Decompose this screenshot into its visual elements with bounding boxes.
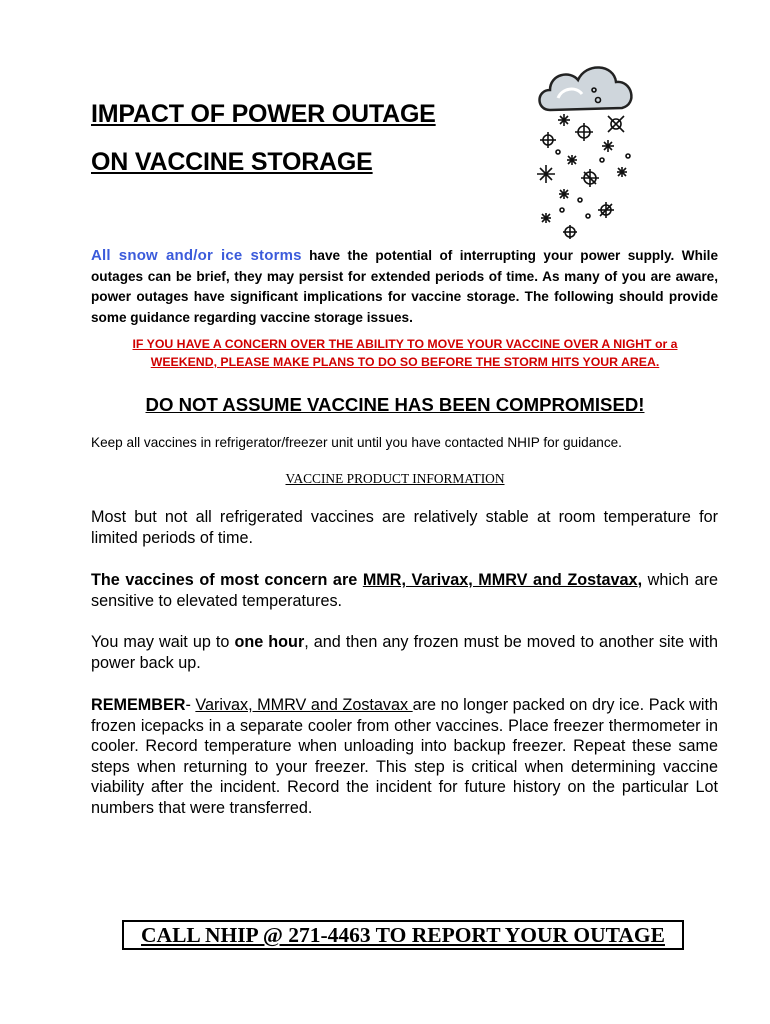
concern-bold: The vaccines of most concern are xyxy=(91,571,363,589)
page-title-line1: IMPACT OF POWER OUTAGE xyxy=(91,100,436,128)
intro-paragraph xyxy=(91,246,718,328)
warning-line2: WEEKEND, PLEASE MAKE PLANS TO DO SO BEFORE THE STORM HITS YOUR AREA. xyxy=(150,355,660,369)
concern-rest: which are sensitive to elevated temperatures. xyxy=(91,571,718,610)
concern-comma: , xyxy=(637,571,643,589)
intro-text: have the potential of interrupting your power supply. While outages can be brief, they may persist for extended periods of time. As many of you are aware, power outages have significant implications for vaccine storage. The following should provide some guidance regarding vaccine storage issues. xyxy=(91,248,719,325)
keep-vaccines-text: Keep all vaccines in refrigerator/freezer unit until you have contacted NHIP for guidance. xyxy=(91,435,622,450)
remember-paragraph xyxy=(91,695,718,819)
page-title-line2: ON VACCINE STORAGE xyxy=(91,148,373,176)
concern-paragraph xyxy=(91,570,718,611)
section-heading: VACCINE PRODUCT INFORMATION xyxy=(285,471,505,486)
remember-label: REMEMBER xyxy=(91,696,186,714)
wait-paragraph xyxy=(91,632,718,673)
wait-start: You may wait up to xyxy=(91,633,235,651)
wait-rest: , and then any frozen must be moved to another site with power back up. xyxy=(91,633,718,672)
do-not-assume-heading: DO NOT ASSUME VACCINE HAS BEEN COMPROMISED! xyxy=(145,394,645,415)
stability-paragraph: Most but not all refrigerated vaccines are relatively stable at room temperature for limited periods of time. xyxy=(91,508,718,547)
wait-bold: one hour xyxy=(234,633,305,651)
storm-highlight: All snow and/or ice storms xyxy=(91,247,302,264)
remember-vaccines: Varivax, MMRV and Zostavax xyxy=(195,696,413,714)
concern-vaccines: MMR, Varivax, MMRV and Zostavax xyxy=(362,571,638,589)
snow-cloud-icon xyxy=(528,60,648,250)
warning-line1: IF YOU HAVE A CONCERN OVER THE ABILITY TO MOVE YOUR VACCINE OVER A NIGHT or a xyxy=(132,337,678,351)
remember-dash: - xyxy=(185,696,196,714)
storm-warning xyxy=(80,335,730,371)
remember-rest: are no longer packed on dry ice. Pack with frozen icepacks in a separate cooler from other vaccines. Place freezer thermometer in cooler. Record temperature when unloading into backup freezer. Repeat these same steps when returning to your freezer. This step is critical when determining vaccine viability after the incident. Record the incident for future history on the particular Lot numbers that were transferred. xyxy=(91,696,719,817)
call-nhip-box: CALL NHIP @ 271-4463 TO REPORT YOUR OUTAGE xyxy=(122,920,684,950)
